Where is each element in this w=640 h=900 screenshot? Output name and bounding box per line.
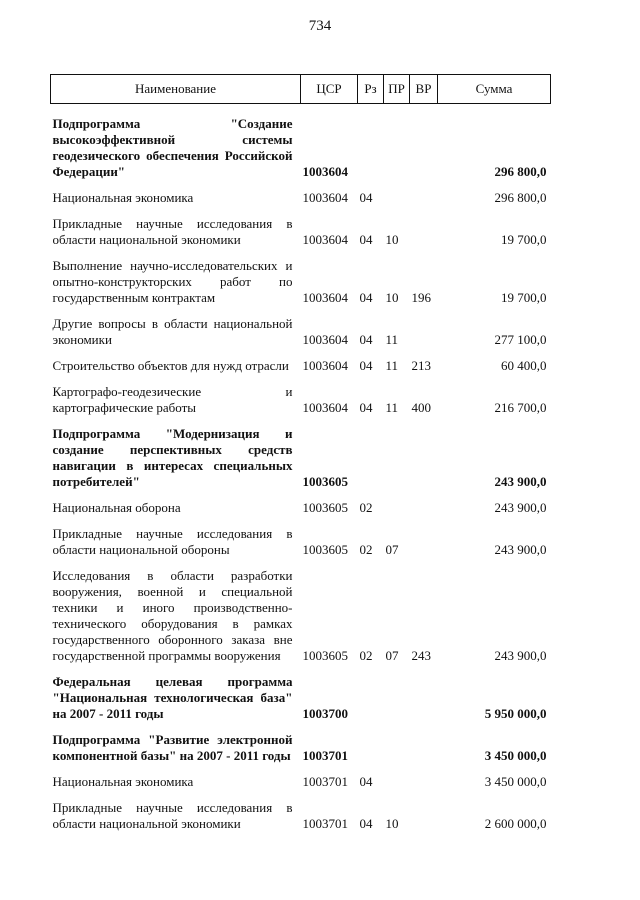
row-vr — [410, 764, 438, 790]
row-csr: 1003701 — [302, 816, 348, 831]
row-name: Строительство объектов для нужд отрасли — [52, 358, 289, 373]
row-vr — [410, 722, 438, 764]
row-csr: 1003700 — [302, 706, 348, 721]
row-pr: 10 — [385, 232, 399, 247]
row-vr: 196 — [411, 290, 431, 305]
row-pr — [384, 722, 410, 764]
table-row — [51, 180, 551, 206]
row-csr: 1003604 — [302, 164, 348, 179]
row-rz: 04 — [359, 332, 373, 347]
row-pr: 10 — [385, 816, 399, 831]
row-sum: 243 900,0 — [494, 542, 547, 557]
table-row — [51, 790, 551, 832]
row-csr: 1003604 — [302, 358, 348, 373]
table-row — [51, 374, 551, 416]
row-sum: 19 700,0 — [501, 290, 547, 305]
page-number: 734 — [308, 18, 332, 34]
row-name: Национальная экономика — [52, 774, 194, 789]
row-name: Картографо-геодезические и картографические работы — [52, 384, 293, 415]
row-name: Подпрограмма "Создание высокоэффективной системы геодезического обеспечения Российской Федерации" — [52, 116, 293, 179]
row-vr — [410, 206, 438, 248]
row-rz: 02 — [359, 542, 373, 557]
header-csr: ЦСР — [301, 75, 358, 104]
row-rz — [358, 104, 384, 181]
row-vr — [410, 416, 438, 490]
row-rz: 04 — [359, 232, 373, 247]
row-name: Прикладные научные исследования в области национальной экономики — [52, 216, 293, 247]
row-sum: 243 900,0 — [494, 648, 547, 663]
row-pr — [384, 180, 410, 206]
row-sum: 2 600 000,0 — [484, 816, 547, 831]
row-rz: 04 — [359, 816, 373, 831]
table-header — [51, 75, 551, 104]
budget-table — [50, 74, 551, 832]
row-pr: 07 — [385, 542, 399, 557]
row-rz — [358, 416, 384, 490]
header-vr: ВР — [410, 75, 438, 104]
header-rz: Рз — [358, 75, 384, 104]
row-rz: 04 — [359, 774, 373, 789]
row-sum: 296 800,0 — [494, 190, 547, 205]
table-row — [51, 722, 551, 764]
table-row — [51, 206, 551, 248]
row-pr: 11 — [385, 358, 399, 373]
row-pr — [384, 664, 410, 722]
row-vr — [410, 490, 438, 516]
row-rz — [358, 722, 384, 764]
row-pr: 11 — [385, 332, 399, 347]
row-csr: 1003701 — [302, 748, 348, 763]
row-pr — [384, 416, 410, 490]
row-vr — [410, 306, 438, 348]
row-csr: 1003604 — [302, 290, 348, 305]
row-vr — [410, 790, 438, 832]
row-sum: 3 450 000,0 — [484, 774, 547, 789]
row-sum: 3 450 000,0 — [484, 748, 547, 763]
row-sum: 216 700,0 — [494, 400, 547, 415]
header-sum: Сумма — [438, 75, 551, 104]
table-row — [51, 348, 551, 374]
row-csr: 1003701 — [302, 774, 348, 789]
row-csr: 1003605 — [302, 648, 348, 663]
row-sum: 277 100,0 — [494, 332, 547, 347]
table-row — [51, 306, 551, 348]
row-vr — [410, 104, 438, 181]
row-pr — [384, 490, 410, 516]
row-vr: 243 — [411, 648, 431, 663]
row-csr: 1003604 — [302, 232, 348, 247]
row-sum: 60 400,0 — [501, 358, 547, 373]
row-name: Федеральная целевая программа "Национальная технологическая база" на 2007 - 2011 годы — [52, 674, 293, 721]
row-rz: 02 — [359, 648, 373, 663]
row-pr: 10 — [385, 290, 399, 305]
row-sum: 296 800,0 — [494, 164, 547, 179]
row-name: Другие вопросы в области национальной экономики — [52, 316, 293, 347]
row-sum: 243 900,0 — [494, 500, 547, 515]
row-csr: 1003605 — [302, 500, 348, 515]
table-body — [51, 104, 551, 833]
row-csr: 1003605 — [302, 542, 348, 557]
row-name: Исследования в области разработки вооружения, военной и специальной техники и иного производственно-технического оборудования в рамках государственного оборонного заказа вне государственной программы вооружения — [52, 568, 293, 663]
row-rz: 04 — [359, 190, 373, 205]
table-row — [51, 416, 551, 490]
header-name: Наименование — [51, 75, 301, 104]
row-pr: 11 — [385, 400, 399, 415]
row-name: Национальная оборона — [52, 500, 181, 515]
row-rz: 02 — [359, 500, 373, 515]
row-name: Выполнение научно-исследовательских и опытно-конструкторских работ по государственным контрактам — [52, 258, 293, 305]
row-csr: 1003604 — [302, 190, 348, 205]
row-vr: 400 — [411, 400, 431, 415]
row-rz: 04 — [359, 290, 373, 305]
row-pr — [384, 104, 410, 181]
row-name: Подпрограмма "Модернизация и создание перспективных средств навигации в интересах специальных потребителей" — [52, 426, 293, 489]
table-row — [51, 516, 551, 558]
row-name: Национальная экономика — [52, 190, 194, 205]
row-sum: 243 900,0 — [494, 474, 547, 489]
row-name: Прикладные научные исследования в области национальной обороны — [52, 526, 293, 557]
row-vr — [410, 516, 438, 558]
row-name: Подпрограмма "Развитие электронной компонентной базы" на 2007 - 2011 годы — [52, 732, 293, 763]
table-row — [51, 558, 551, 664]
table-row — [51, 664, 551, 722]
row-sum: 19 700,0 — [501, 232, 547, 247]
row-pr: 07 — [385, 648, 399, 663]
table-row — [51, 764, 551, 790]
row-vr — [410, 664, 438, 722]
row-sum: 5 950 000,0 — [484, 706, 547, 721]
row-vr — [410, 180, 438, 206]
row-csr: 1003604 — [302, 400, 348, 415]
row-pr — [384, 764, 410, 790]
header-pr: ПР — [384, 75, 410, 104]
row-vr: 213 — [411, 358, 431, 373]
row-rz: 04 — [359, 400, 373, 415]
row-rz — [358, 664, 384, 722]
row-rz: 04 — [359, 358, 373, 373]
table-row — [51, 248, 551, 306]
row-name: Прикладные научные исследования в области национальной экономики — [52, 800, 293, 831]
row-csr: 1003604 — [302, 332, 348, 347]
table-row — [51, 490, 551, 516]
row-csr: 1003605 — [302, 474, 348, 489]
table-row — [51, 104, 551, 181]
